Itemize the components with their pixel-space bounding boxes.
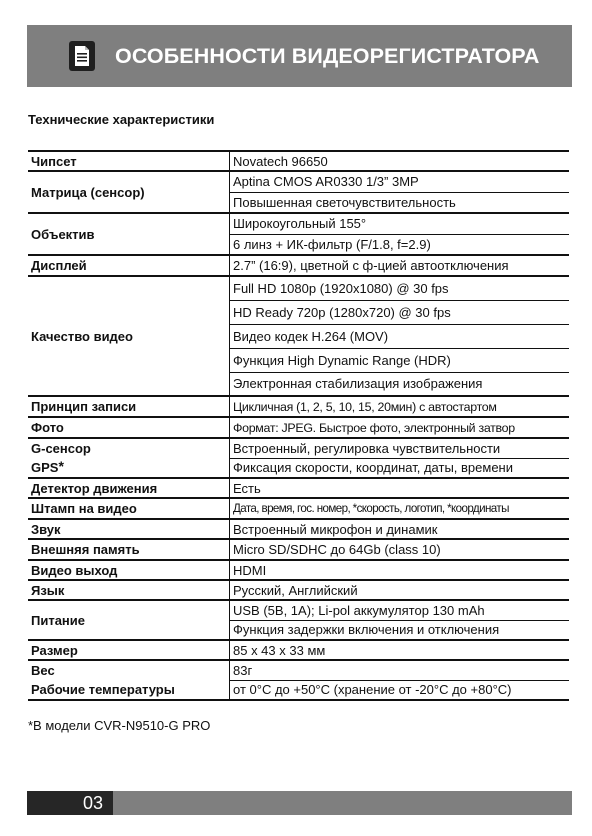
spec-value: HDMI: [230, 560, 570, 580]
table-row: [28, 580, 569, 600]
table-row: [28, 255, 569, 276]
spec-value: USB (5В, 1А); Li-pol аккумулятор 130 mAh: [230, 600, 570, 620]
spec-label: Питание: [28, 600, 230, 640]
table-row: [28, 519, 569, 539]
spec-value: Встроенный, регулировка чувствительности: [230, 438, 570, 458]
spec-label: Видео выход: [28, 560, 230, 580]
spec-label: Вес: [28, 660, 230, 680]
page-number: 03: [83, 793, 104, 813]
spec-value: Novatech 96650: [230, 151, 570, 171]
table-row: [28, 478, 569, 498]
specs-table: [28, 150, 569, 701]
spec-label: Объектив: [28, 213, 230, 255]
spec-label: [28, 458, 230, 478]
table-row: [28, 498, 569, 519]
table-row: [28, 680, 569, 700]
spec-label: Звук: [28, 519, 230, 539]
table-row: [28, 539, 569, 560]
spec-label: Детектор движения: [28, 478, 230, 498]
table-row: [28, 417, 569, 438]
spec-value: 85 х 43 х 33 мм: [230, 640, 570, 660]
spec-value: 6 линз + ИК-фильтр (F/1.8, f=2.9): [230, 234, 570, 255]
spec-label: Дисплей: [28, 255, 230, 276]
table-row: [28, 276, 569, 300]
spec-label: Штамп на видео: [28, 498, 230, 519]
spec-value: Формат: JPEG. Быстрое фото, электронный затвор: [230, 417, 570, 438]
spec-label: Качество видео: [28, 276, 230, 396]
spec-label: Внешняя память: [28, 539, 230, 560]
table-row: [28, 458, 569, 478]
spec-label: Фото: [28, 417, 230, 438]
spec-label: Рабочие температуры: [28, 680, 230, 700]
spec-value: Видео кодек H.264 (MOV): [230, 324, 570, 348]
header-bar: [27, 25, 572, 87]
spec-value: Фиксация скорости, координат, даты, времени: [230, 458, 570, 478]
spec-label: Язык: [28, 580, 230, 600]
table-row: [28, 171, 569, 192]
spec-value: Aptina CMOS AR0330 1/3” 3MP: [230, 171, 570, 192]
spec-label: Размер: [28, 640, 230, 660]
spec-value: Русский, Английский: [230, 580, 570, 600]
table-row: [28, 560, 569, 580]
spec-label: Чипсет: [28, 151, 230, 171]
spec-label: Матрица (сенсор): [28, 171, 230, 213]
table-row: [28, 213, 569, 234]
spec-value: Широкоугольный 155°: [230, 213, 570, 234]
spec-value: Встроенный микрофон и динамик: [230, 519, 570, 539]
document-icon: [69, 41, 95, 71]
spec-value: Цикличная (1, 2, 5, 10, 15, 20мин) с автостартом: [230, 396, 570, 417]
spec-value: Функция задержки включения и отключения: [230, 620, 570, 640]
spec-value: 2.7” (16:9), цветной с ф-цией автоотключения: [230, 255, 570, 276]
spec-value: Есть: [230, 478, 570, 498]
spec-label: G-сенсор: [28, 438, 230, 458]
table-row: [28, 396, 569, 417]
footnote: *В модели CVR-N9510-G PRO: [28, 718, 211, 733]
spec-value: Функция High Dynamic Range (HDR): [230, 348, 570, 372]
section-title: Технические характеристики: [28, 112, 215, 127]
table-row: [28, 438, 569, 458]
spec-value: от 0°С до +50°С (хранение от -20°С до +80°С): [230, 680, 570, 700]
page-title: ОСОБЕННОСТИ ВИДЕОРЕГИСТРАТОРА: [115, 44, 540, 68]
spec-value: Full HD 1080p (1920x1080) @ 30 fps: [230, 276, 570, 300]
spec-label-text: GPS: [31, 460, 59, 475]
table-row: [28, 660, 569, 680]
spec-value: Дата, время, гос. номер, *скорость, логотип, *координаты: [230, 498, 570, 519]
footnote-mark: *: [58, 458, 64, 474]
spec-value: Повышенная светочувствительность: [230, 192, 570, 213]
spec-value: Micro SD/SDHC до 64Gb (class 10): [230, 539, 570, 560]
spec-value: 83г: [230, 660, 570, 680]
spec-label: Принцип записи: [28, 396, 230, 417]
table-row: [28, 151, 569, 171]
table-row: [28, 640, 569, 660]
table-row: [28, 600, 569, 620]
spec-value: HD Ready 720p (1280x720) @ 30 fps: [230, 300, 570, 324]
spec-value: Электронная стабилизация изображения: [230, 372, 570, 396]
